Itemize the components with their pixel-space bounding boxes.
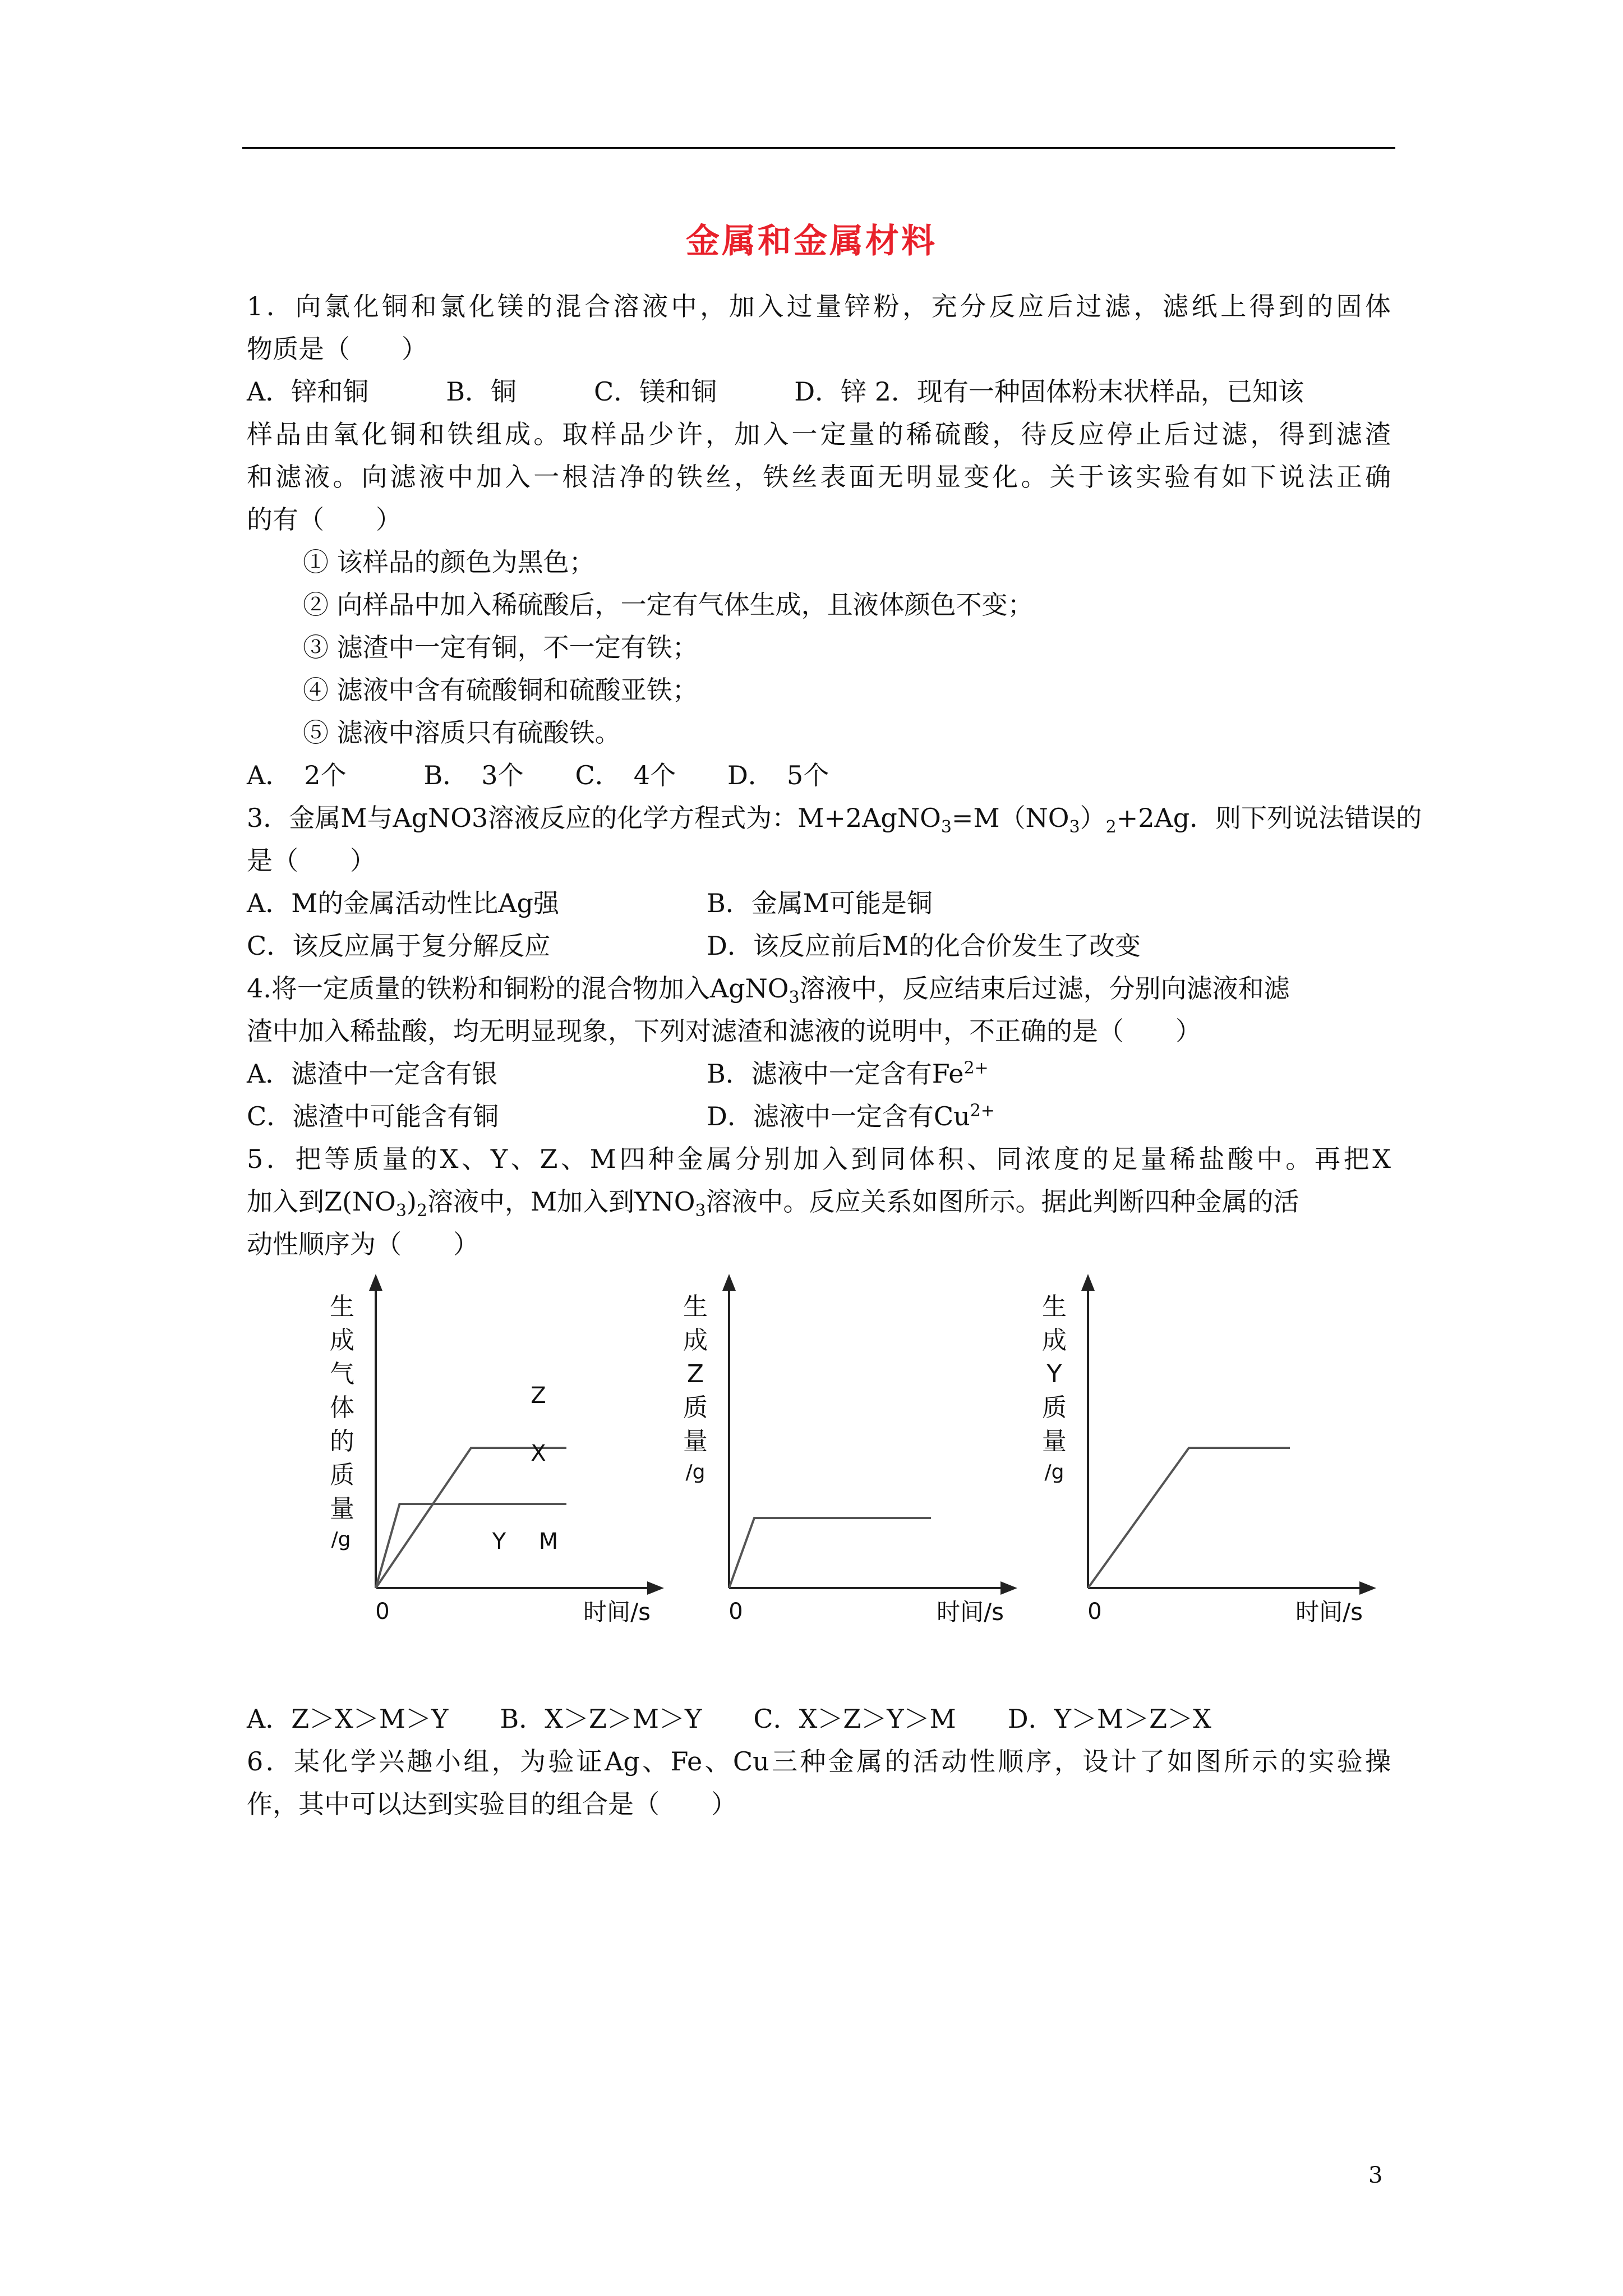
q4-options-row bbox=[247, 1052, 1391, 1095]
x-axis-label: 时间/s bbox=[936, 1598, 1004, 1626]
q4-option-c: C．滤渣中可能含有铜 bbox=[247, 1101, 499, 1131]
q3-text: ） bbox=[1080, 803, 1106, 833]
y-axis-label-char: Y bbox=[1046, 1360, 1062, 1388]
y-axis-label-char: 质 bbox=[1042, 1393, 1067, 1422]
q4-option-b bbox=[707, 1059, 989, 1089]
q1-q2-line bbox=[247, 370, 1391, 413]
q2-stem-lead: 2．现有一种固体粉末状样品，已知该 bbox=[866, 376, 1304, 407]
chart-y-mass bbox=[998, 1266, 1380, 1697]
q5-text: 溶液中。反应关系如图所示。据此判断四种金属的活 bbox=[706, 1186, 1299, 1217]
series-m-label: M bbox=[538, 1529, 559, 1554]
y-axis-arrow bbox=[722, 1274, 736, 1291]
q5-subscript: 2 bbox=[416, 1201, 428, 1221]
y-axis-label-char: 生 bbox=[1042, 1292, 1067, 1321]
q2-stem-line: 和滤液。向滤液中加入一根洁净的铁丝，铁丝表面无明显变化。关于该实验有如下说法正确 bbox=[247, 462, 1391, 492]
q1-stem-line: 1．向氯化铜和氯化镁的混合溶液中，加入过量锌粉，充分反应后过滤，滤纸上得到的固体 bbox=[247, 291, 1391, 321]
q3-subscript: 3 bbox=[940, 817, 952, 838]
series-x-label: X bbox=[531, 1441, 546, 1466]
origin-label: 0 bbox=[1087, 1599, 1102, 1625]
q5-subscript: 3 bbox=[695, 1201, 706, 1221]
q4-text: 溶液中，反应结束后过滤，分别向滤液和滤 bbox=[799, 973, 1290, 1004]
q2-stem-line: 的有（ ） bbox=[247, 504, 402, 535]
q4-subscript: 3 bbox=[789, 988, 800, 1008]
y-axis-label-char: 成 bbox=[683, 1326, 708, 1355]
y-axis-label-char: 质 bbox=[683, 1393, 708, 1422]
y-axis-unit: /g bbox=[1044, 1461, 1064, 1484]
q3-subscript: 2 bbox=[1105, 817, 1117, 838]
y-axis-arrow bbox=[1081, 1274, 1095, 1291]
origin-label: 0 bbox=[728, 1599, 743, 1625]
q3-option-a: A．M的金属活动性比Ag强 bbox=[247, 888, 559, 918]
q5-stem-line: 动性顺序为（ ） bbox=[247, 1229, 479, 1259]
q5-text: ) bbox=[406, 1186, 417, 1217]
q3-option-c: C．该反应属于复分解反应 bbox=[247, 931, 551, 961]
q6-stem-line: 作，其中可以达到实验目的组合是（ ） bbox=[247, 1789, 737, 1819]
q3-subscript: 3 bbox=[1069, 817, 1080, 838]
y-axis-label-char: 质 bbox=[330, 1461, 354, 1489]
q3-text: =M（NO bbox=[951, 803, 1069, 833]
y-axis-label-char: 量 bbox=[1042, 1427, 1067, 1456]
q3-stem-line: 是（ ） bbox=[247, 845, 376, 876]
q5-text: 加入到Z(NO bbox=[247, 1186, 396, 1217]
q5-stem-line bbox=[247, 1180, 1391, 1223]
y-axis-label-char: 气 bbox=[330, 1360, 354, 1388]
q4-option-b-text: B．滤液中一定含有Fe bbox=[707, 1059, 964, 1089]
q1-stem-line: 物质是（ ） bbox=[247, 334, 427, 364]
q2-statement: ③ 滤渣中一定有铜，不一定有铁； bbox=[303, 632, 698, 662]
q3-options-row bbox=[247, 882, 1391, 924]
q5-stem-line: 5．把等质量的X、Y、Z、M四种金属分别加入到同体积、同浓度的足量稀盐酸中。再把X bbox=[247, 1144, 1391, 1174]
page-title: 金属和金属材料 bbox=[686, 222, 937, 261]
q1-options: A．锌和铜 B．铜 C．镁和铜 D．锌 bbox=[247, 376, 867, 407]
q3-text: 3．金属M与AgNO3溶液反应的化学方程式为：M+2AgNO bbox=[247, 803, 941, 833]
series-z-line bbox=[376, 1448, 566, 1588]
q5-subscript: 3 bbox=[395, 1201, 407, 1221]
x-axis-label: 时间/s bbox=[583, 1598, 651, 1626]
chart-z-mass bbox=[639, 1266, 1021, 1697]
y-axis-label-char: 体 bbox=[330, 1393, 354, 1422]
q2-statement: ④ 滤液中含有硫酸铜和硫酸亚铁； bbox=[303, 675, 698, 705]
q3-options-row bbox=[247, 924, 1391, 967]
q4-text: 4.将一定质量的铁粉和铜粉的混合物加入AgNO bbox=[247, 973, 789, 1004]
y-axis-label-char: 生 bbox=[683, 1292, 708, 1321]
q4-option-d-text: D．滤液中一定含有Cu bbox=[707, 1101, 970, 1131]
q5-figures bbox=[247, 1266, 1391, 1697]
q4-stem-line: 渣中加入稀盐酸，均无明显现象，下列对滤渣和滤液的说明中，不正确的是（ ） bbox=[247, 1016, 1201, 1046]
q4-stem-line bbox=[247, 967, 1391, 1010]
q4-options-row bbox=[247, 1095, 1391, 1138]
q3-stem-line bbox=[247, 797, 1422, 839]
q4-superscript: 2+ bbox=[970, 1101, 995, 1121]
origin-label: 0 bbox=[375, 1599, 390, 1625]
q6-stem-line: 6．某化学兴趣小组，为验证Ag、Fe、Cu三种金属的活动性顺序，设计了如图所示的实验操 bbox=[247, 1746, 1391, 1777]
q2-statement: ② 向样品中加入稀硫酸后，一定有气体生成，且液体颜色不变； bbox=[303, 590, 1034, 620]
q5-options: A．Z＞X＞M＞Y B．X＞Z＞M＞Y C．X＞Z＞Y＞M D．Y＞M＞Z＞X bbox=[247, 1704, 1211, 1734]
y-axis-label-char: 量 bbox=[683, 1427, 708, 1456]
q2-options: A． 2个 B． 3个 C． 4个 D． 5个 bbox=[247, 760, 829, 790]
series-z-label: Z bbox=[531, 1383, 546, 1409]
y-axis-label-char: 的 bbox=[330, 1427, 354, 1456]
q3-text: +2Ag．则下列说法错误的 bbox=[1116, 803, 1422, 833]
q4-superscript: 2+ bbox=[963, 1058, 989, 1078]
x-axis-label: 时间/s bbox=[1295, 1598, 1363, 1626]
y-axis-arrow bbox=[369, 1274, 382, 1291]
header-rule bbox=[242, 147, 1395, 149]
page-number: 3 bbox=[1368, 2162, 1383, 2188]
y-axis-label-char: Z bbox=[686, 1360, 704, 1388]
q4-option-a: A．滤渣中一定含有银 bbox=[247, 1059, 498, 1089]
y-axis-unit: /g bbox=[331, 1528, 351, 1551]
y-axis-label-char: 量 bbox=[330, 1494, 354, 1523]
q3-option-d: D．该反应前后M的化合价发生了改变 bbox=[707, 931, 1141, 961]
x-axis-arrow bbox=[1359, 1581, 1376, 1595]
y-axis-label-char: 成 bbox=[330, 1326, 354, 1355]
q2-stem-line: 样品由氧化铜和铁组成。取样品少许，加入一定量的稀硫酸，待反应停止后过滤，得到滤渣 bbox=[247, 419, 1391, 449]
y-mass-line bbox=[1088, 1448, 1290, 1588]
q5-text: 溶液中，M加入到YNO bbox=[427, 1186, 695, 1217]
q2-statement: ① 该样品的颜色为黑色； bbox=[303, 547, 595, 577]
q4-option-d bbox=[707, 1101, 995, 1131]
z-mass-line bbox=[729, 1518, 931, 1588]
chart-gas-mass bbox=[275, 1266, 667, 1697]
y-axis-unit: /g bbox=[685, 1461, 706, 1484]
q2-statement: ⑤ 滤液中溶质只有硫酸铁。 bbox=[303, 717, 621, 748]
q3-option-b: B．金属M可能是铜 bbox=[707, 888, 933, 918]
y-axis-label-char: 生 bbox=[330, 1292, 354, 1321]
question-content bbox=[247, 285, 1422, 1825]
y-axis-label-char: 成 bbox=[1042, 1326, 1067, 1355]
series-y-label: Y bbox=[492, 1529, 506, 1554]
